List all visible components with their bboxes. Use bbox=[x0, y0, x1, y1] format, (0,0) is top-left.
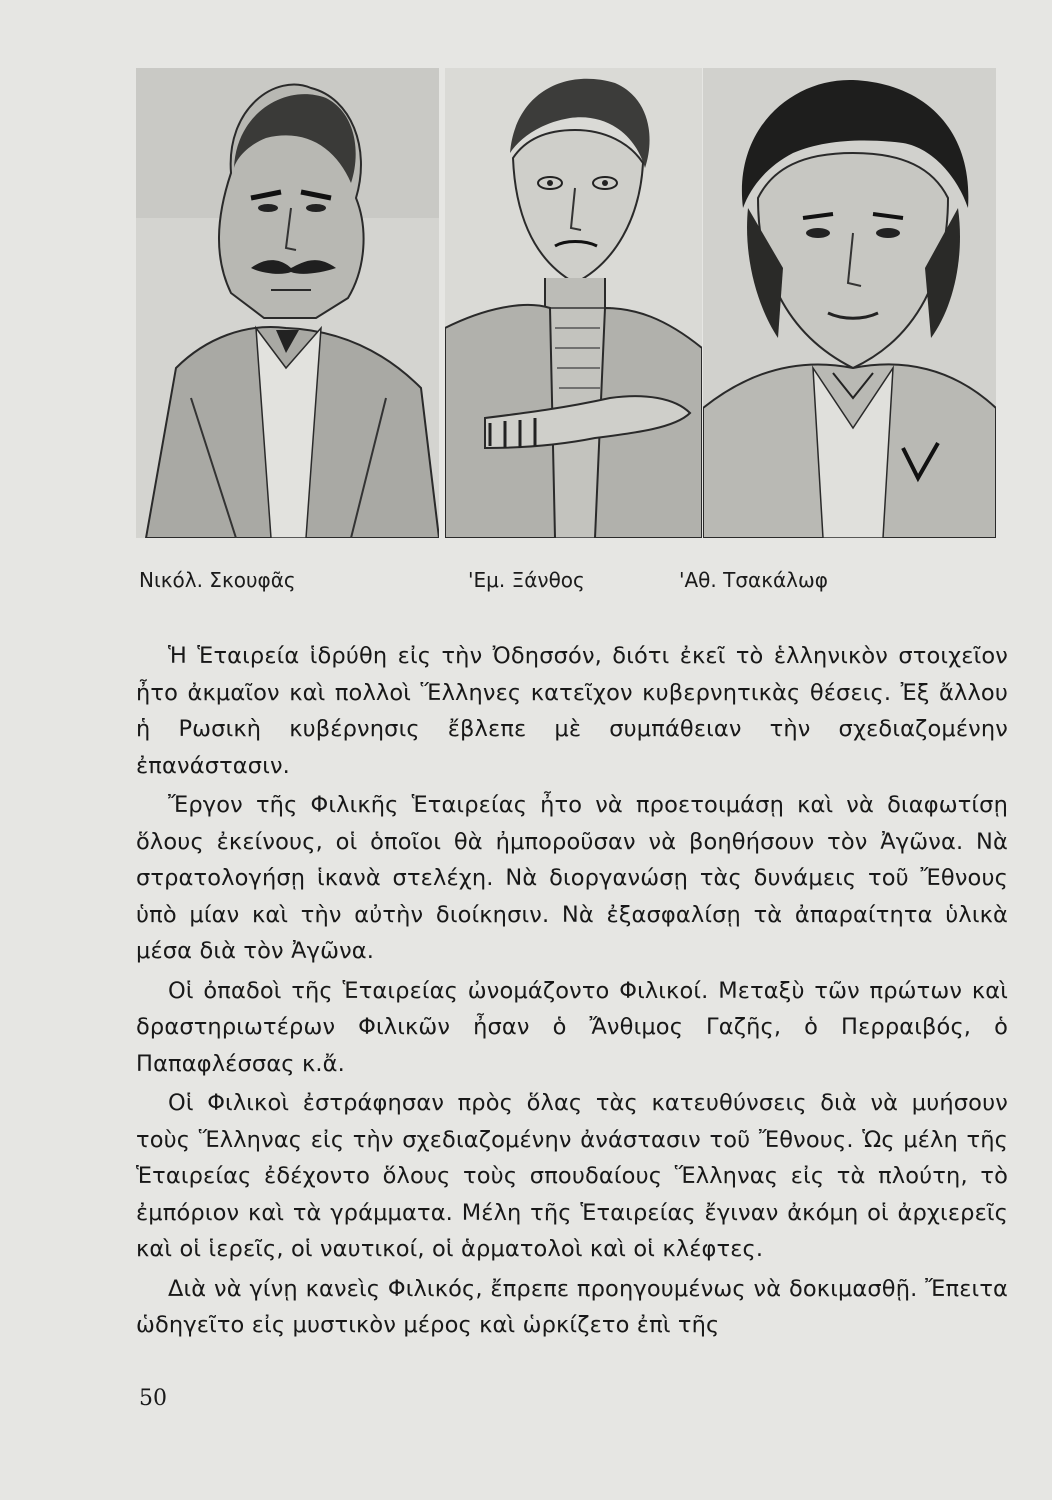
portrait-skoufas bbox=[136, 68, 439, 538]
caption-skoufas: Νικόλ. Σκουφᾶς bbox=[139, 568, 296, 592]
portrait-xanthos bbox=[445, 68, 702, 538]
paragraph: Οἱ ὀπαδοὶ τῆς Ἑταιρείας ὠνομάζοντο Φιλικοί. Μεταξὺ τῶν πρώτων καὶ δραστηριωτέρων Φιλικῶν ἦσαν ὁ Ἄνθιμος Γαζῆς, ὁ Περραιβός, ὁ Παπαφλέσσας κ.ἄ. bbox=[136, 977, 1008, 1077]
page-number: 50 bbox=[139, 1386, 167, 1411]
paragraph: Ἔργον τῆς Φιλικῆς Ἑταιρείας ἦτο νὰ προετοιμάσῃ καὶ νὰ διαφωτίσῃ ὅλους ἐκείνους, οἱ ὁποῖοι θὰ ἠμποροῦσαν νὰ βοηθήσουν τὸν Ἀγῶνα. Νὰ στρατολογήσῃ ἱκανὰ στελέχη. Νὰ διοργανώσῃ τὰς δυνάμεις τοῦ Ἔθνους ὑπὸ μίαν καὶ τὴν αὐτὴν διοίκησιν. Νὰ ἐξασφαλίσῃ τὰ ἀπαραίτητα ὑλικὰ μέσα διὰ τὸν Ἀγῶνα. bbox=[136, 792, 1008, 964]
paragraph: Διὰ νὰ γίνῃ κανεὶς Φιλικός, ἔπρεπε προηγουμένως νὰ δοκιμασθῇ. Ἔπειτα ὡδηγεῖτο εἰς μυστικὸν μέρος καὶ ὡρκίζετο ἐπὶ τῆς bbox=[136, 1275, 1008, 1338]
caption-tsakalof: 'Αθ. Τσακάλωφ bbox=[679, 568, 828, 592]
paragraph: Οἱ Φιλικοὶ ἐστράφησαν πρὸς ὅλας τὰς κατευθύνσεις διὰ νὰ μυήσουν τοὺς Ἕλληνας εἰς τὴν σχεδιαζομένην ἀνάστασιν τοῦ Ἔθνους. Ὡς μέλη τῆς Ἑταιρείας ἐδέχοντο ὅλους τοὺς σπουδαίους Ἕλληνας εἰς τὰ πλούτη, τὸ ἐμπόριον καὶ τὰ γράμματα. Μέλη τῆς Ἑταιρείας ἔγιναν ἀκόμη οἱ ἀρχιερεῖς καὶ οἱ ἱερεῖς, οἱ ναυτικοί, οἱ ἁρματολοὶ καὶ οἱ κλέφτες. bbox=[136, 1090, 1008, 1262]
paragraph: Ἡ Ἑταιρεία ἱδρύθη εἰς τὴν Ὀδησσόν, διότι ἐκεῖ τὸ ἑλληνικὸν στοιχεῖον ἦτο ἀκμαῖον καὶ πολλοὶ Ἕλληνες κατεῖχον κυβερνητικὰς θέσεις. Ἐξ ἄλλου ἡ Ρωσικὴ κυβέρνησις ἔβλεπε μὲ συμπάθειαν τὴν σχεδιαζομένην ἐπανάστασιν. bbox=[136, 643, 1008, 779]
portrait-row bbox=[136, 68, 996, 538]
portrait-tsakalof bbox=[703, 68, 996, 538]
body-text bbox=[136, 638, 1008, 1344]
caption-xanthos: 'Εμ. Ξάνθος bbox=[468, 568, 585, 592]
